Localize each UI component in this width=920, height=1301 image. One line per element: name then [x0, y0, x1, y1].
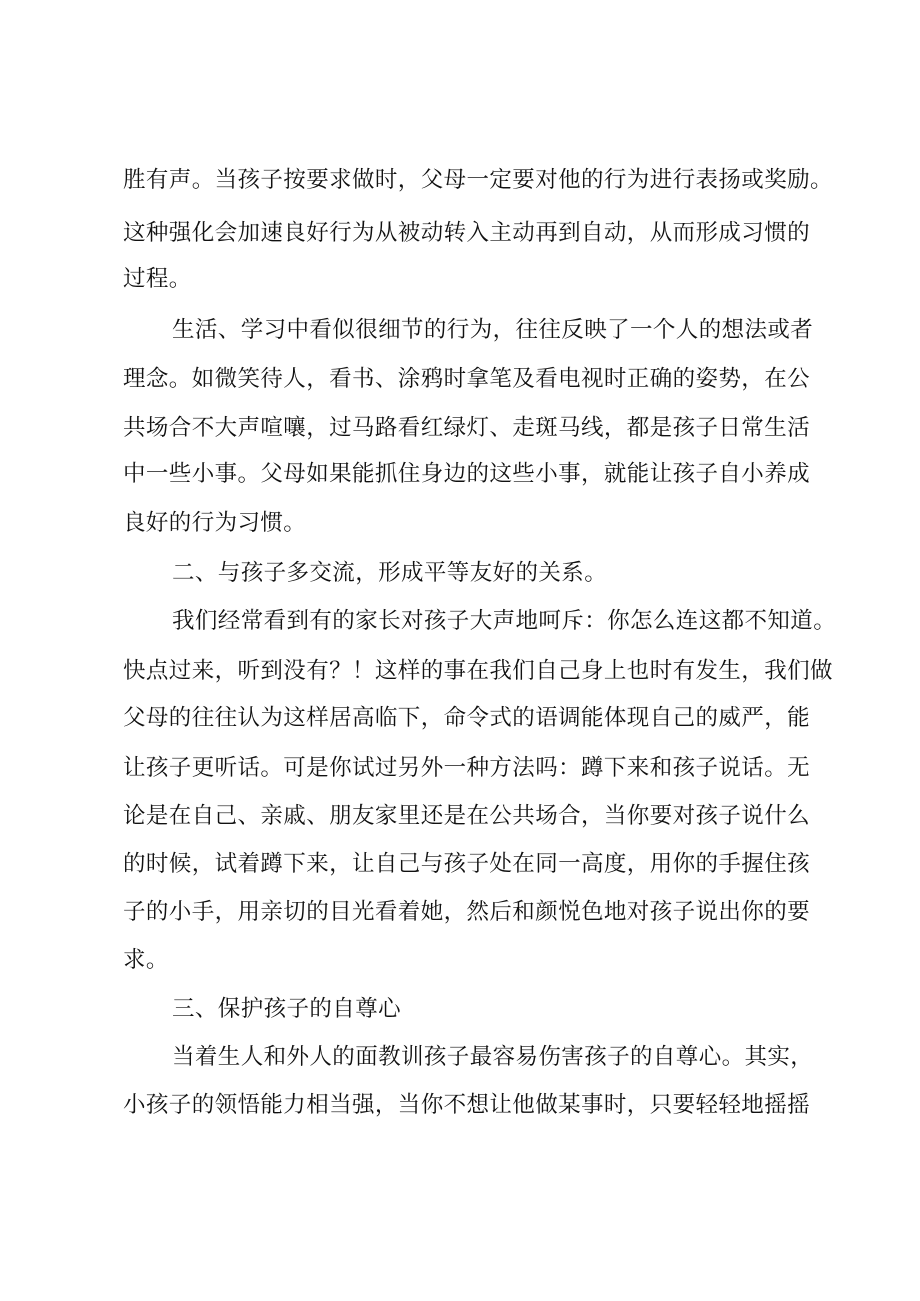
paragraph-first-line: 生活、学习中看似很细节的行为，往往反映了一个人的想法或者 [172, 317, 814, 343]
section-heading: 二、与孩子多交流，形成平等友好的关系。 [172, 560, 608, 586]
text-line: 小孩子的领悟能力相当强，当你不想让他做某事时，只要轻轻地摇摇 [123, 1092, 811, 1118]
text-line: 快点过来，听到没有？！这样的事在我们自己身上也时有发生，我们做 [123, 658, 833, 684]
text-line: 这种强化会加速良好行为从被动转入主动再到自动，从而形成习惯的 [123, 220, 811, 246]
text-line: 理念。如微笑待人，看书、涂鸦时拿笔及看电视时正确的姿势，在公 [123, 366, 811, 392]
text-line: 子的小手，用亲切的目光看着她，然后和颜悦色地对孩子说出你的要 [123, 899, 811, 925]
paragraph-first-line: 当着生人和外人的面教训孩子最容易伤害孩子的自尊心。其实， [172, 1044, 814, 1070]
text-line: 共场合不大声喧嚷，过马路看红绿灯、走斑马线，都是孩子日常生活 [123, 415, 811, 441]
text-line: 过程。 [123, 266, 192, 292]
text-line: 父母的往往认为这样居高临下，命令式的语调能体现自己的威严，能 [123, 705, 811, 731]
text-line: 让孩子更听话。可是你试过另外一种方法吗：蹲下来和孩子说话。无 [123, 755, 811, 781]
text-line: 的时候，试着蹲下来，让自己与孩子处在同一高度，用你的手握住孩 [123, 851, 811, 877]
text-line: 良好的行为习惯。 [123, 510, 307, 536]
text-line: 中一些小事。父母如果能抓住身边的这些小事，就能让孩子自小养成 [123, 461, 811, 487]
section-heading: 三、保护孩子的自尊心 [172, 996, 402, 1022]
text-line: 论是在自己、亲戚、朋友家里还是在公共场合，当你要对孩子说什么 [123, 803, 811, 829]
text-line: 胜有声。当孩子按要求做时，父母一定要对他的行为进行表扬或奖励。 [123, 167, 833, 193]
paragraph-first-line: 我们经常看到有的家长对孩子大声地呵斥：你怎么连这都不知道。 [172, 608, 837, 634]
text-line: 求。 [123, 947, 169, 973]
